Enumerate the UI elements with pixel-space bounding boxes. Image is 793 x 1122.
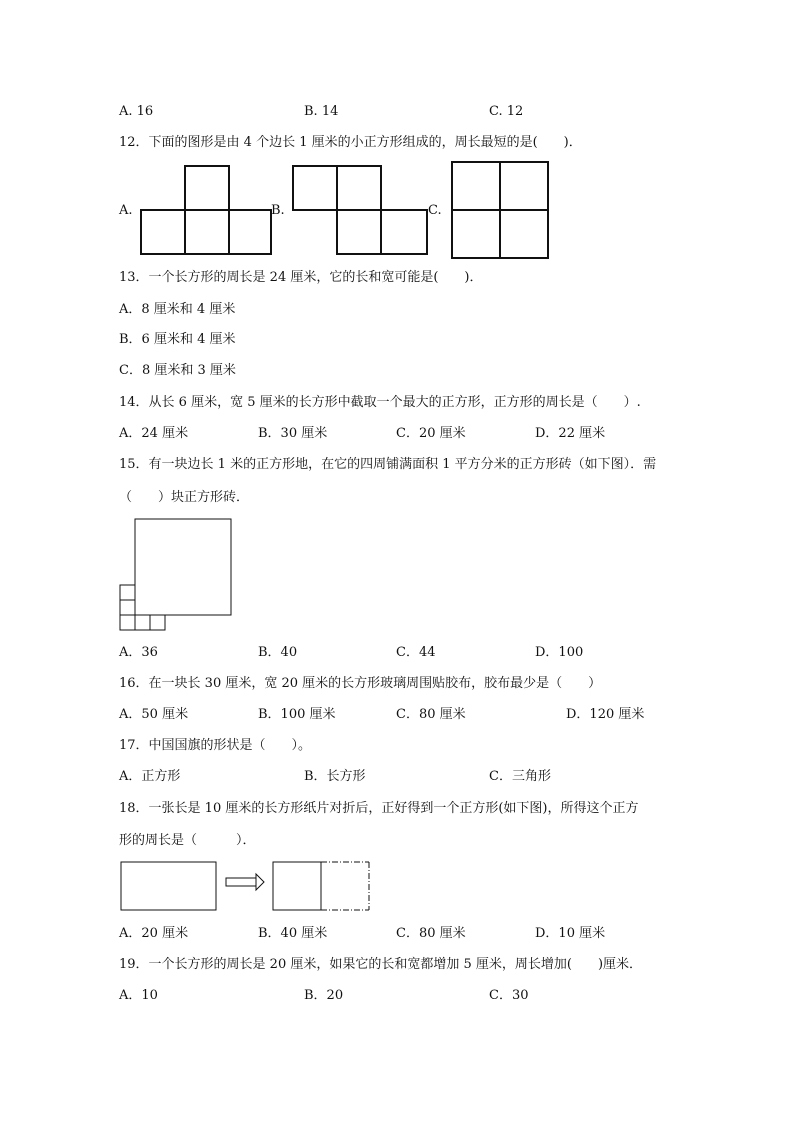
q18-option-c: C．80 厘米 xyxy=(396,926,466,941)
q18-stem-line1: 18．一张长是 10 厘米的长方形纸片对折后，正好得到一个正方形(如下图)，所得这个正方 xyxy=(119,801,639,816)
q18-option-a: A．20 厘米 xyxy=(119,926,189,941)
q15-option-c: C．44 xyxy=(396,645,436,660)
q11-option-b: B. 14 xyxy=(304,104,339,119)
q18-option-d: D．10 厘米 xyxy=(535,926,606,941)
q12-stem: 12．下面的图形是由 4 个边长 1 厘米的小正方形组成的，周长最短的是( )． xyxy=(119,135,582,150)
q12-figure-c xyxy=(450,160,552,260)
q15-option-d: D．100 xyxy=(535,645,584,660)
q16-stem: 16．在一块长 30 厘米，宽 20 厘米的长方形玻璃周围贴胶布，胶布最少是（ ） xyxy=(119,676,602,691)
q12-figure-a xyxy=(140,164,272,256)
q18-fold-figure xyxy=(118,859,374,913)
q15-option-a: A．36 xyxy=(119,645,158,660)
q14-option-b: B．30 厘米 xyxy=(258,426,328,441)
q18-stem-line2: 形的周长是（ ）． xyxy=(119,833,256,848)
q12-label-c: C. xyxy=(428,203,442,218)
q12-label-a: A. xyxy=(119,203,133,218)
q16-option-d: D．120 厘米 xyxy=(566,707,645,722)
q19-option-a: A．10 xyxy=(119,988,158,1003)
q19-option-c: C．30 xyxy=(489,988,529,1003)
q17-option-b: B．长方形 xyxy=(304,769,366,784)
q19-stem: 19．一个长方形的周长是 20 厘米，如果它的长和宽都增加 5 厘米，周长增加( )厘米． xyxy=(119,957,643,972)
q12-figure-b xyxy=(292,164,430,256)
q13-option-b: B．6 厘米和 4 厘米 xyxy=(119,332,236,347)
q16-option-b: B．100 厘米 xyxy=(258,707,336,722)
q14-stem: 14．从长 6 厘米，宽 5 厘米的长方形中截取一个最大的正方形，正方形的周长是（ ）. xyxy=(119,395,641,410)
q14-option-c: C．20 厘米 xyxy=(396,426,466,441)
q15-stem-line2: （ ）块正方形砖． xyxy=(119,490,250,505)
q13-stem: 13．一个长方形的周长是 24 厘米，它的长和宽可能是( )． xyxy=(119,270,483,285)
q19-option-b: B．20 xyxy=(304,988,344,1003)
q11-option-c: C. 12 xyxy=(489,104,524,119)
q12-label-b: B. xyxy=(271,203,285,218)
q16-option-a: A．50 厘米 xyxy=(119,707,189,722)
q18-option-b: B．40 厘米 xyxy=(258,926,328,941)
q14-option-d: D．22 厘米 xyxy=(535,426,606,441)
q16-option-c: C．80 厘米 xyxy=(396,707,466,722)
q15-option-b: B．40 xyxy=(258,645,298,660)
q13-option-a: A．8 厘米和 4 厘米 xyxy=(119,302,236,317)
q11-option-a: A. 16 xyxy=(119,104,154,119)
q15-stem-line1: 15．有一块边长 1 米的正方形地，在它的四周铺满面积 1 平方分米的正方形砖（如下图）．需 xyxy=(119,457,657,472)
q13-option-c: C．8 厘米和 3 厘米 xyxy=(119,363,236,378)
q17-option-c: C．三角形 xyxy=(489,769,551,784)
q15-tile-figure xyxy=(118,517,236,633)
q14-option-a: A．24 厘米 xyxy=(119,426,189,441)
q17-option-a: A．正方形 xyxy=(119,769,181,784)
q17-stem: 17．中国国旗的形状是（ ）。 xyxy=(119,738,312,753)
